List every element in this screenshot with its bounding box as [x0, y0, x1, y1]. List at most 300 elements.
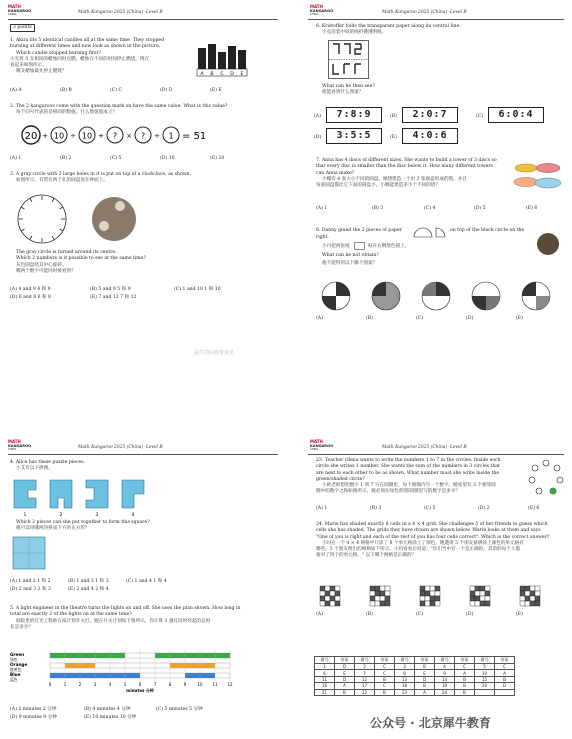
- q5-option-b[interactable]: (B) 4 minutes 4 分钟: [84, 707, 131, 712]
- q24-grid-cell: [385, 591, 390, 596]
- q6-cn: 小克沿着中间的线折叠透明纸。: [322, 30, 387, 36]
- q8-circle-a: [322, 282, 350, 310]
- chain-10a: 10: [53, 131, 65, 141]
- question-23: [316, 458, 526, 496]
- q1-option-a[interactable]: (A) A: [10, 88, 22, 93]
- q8-option-a[interactable]: (A): [316, 316, 323, 321]
- answer-cell: C: [375, 683, 395, 689]
- q7-option-b[interactable]: (B) 3: [372, 206, 384, 211]
- answer-cell: 13: [395, 676, 415, 682]
- q8-en-3: right.: [316, 235, 329, 240]
- q24-grid-cell: [325, 586, 330, 591]
- answer-cell: B: [455, 683, 475, 689]
- q24-option-b[interactable]: (B): [366, 612, 373, 617]
- q4-cn: 小艾有以下拼图。: [16, 466, 53, 472]
- answer-cell: 15: [475, 676, 495, 682]
- q24-grid-cell: [520, 591, 525, 596]
- q5-option-d[interactable]: (D) 9 minutes 9 分钟: [10, 715, 57, 720]
- q7-option-a[interactable]: (A) 1: [316, 206, 328, 211]
- q24-grid-cell: [435, 586, 440, 591]
- q3-cn-3: 哪两个数字可能同时被看到？: [16, 268, 76, 274]
- header-rule: [308, 454, 564, 455]
- answer-header-cell: 题号: [475, 657, 495, 664]
- q24-grid-cell: [420, 596, 425, 601]
- answer-cell: B: [335, 689, 355, 695]
- lights-tick-label: 5: [123, 682, 127, 687]
- q24-grid-cell: [525, 601, 530, 606]
- q4-option-c[interactable]: (C) 1 and 4 1 和 4: [126, 579, 167, 584]
- answer-cell: B: [415, 683, 435, 689]
- q24-grid-cell: [385, 586, 390, 591]
- candle-c: [218, 52, 226, 70]
- transparent-paper-figure: [328, 40, 370, 80]
- q24-grid-cell: [470, 591, 475, 596]
- watermark-big: 公众号 · 北京犀牛教育: [370, 716, 491, 730]
- q24-grid-cell: [535, 586, 540, 591]
- page-top-right: [286, 0, 572, 370]
- q23-option-a[interactable]: (A) 1: [316, 506, 328, 511]
- q3-en-3: Which 2 numbers is it possible to see at the same time?: [16, 256, 146, 262]
- piece-1: [14, 480, 36, 508]
- lights-tick-label: 7: [153, 682, 157, 687]
- q8-en-1: 8. Danny glued the 2 pieces of paper: [316, 228, 402, 233]
- q23-en-3: are next to each other to be as shown. What number must she write inside the: [316, 470, 500, 476]
- q23-option-e[interactable]: (E) 6: [528, 506, 540, 511]
- chain-result: = 51: [182, 131, 207, 142]
- answer-cell: [495, 689, 515, 695]
- answer-cell: 16: [315, 683, 335, 689]
- lights-tick-label: 0: [48, 682, 52, 687]
- q24-grid-cell: [380, 591, 385, 596]
- q7-en-1: 7. Anna has 4 discs of different sizes. She wants to build a tower of 3 discs so: [316, 158, 497, 163]
- answer-cell: 3: [395, 664, 415, 670]
- q23-option-b[interactable]: (B) 3: [370, 506, 382, 511]
- answer-cell: 2: [355, 664, 375, 670]
- q24-grid-cell: [375, 596, 380, 601]
- lights-on-segment: [50, 653, 125, 658]
- q7-option-c[interactable]: (C) 4: [424, 206, 436, 211]
- answer-cell: D: [415, 676, 435, 682]
- question-7: [316, 158, 516, 189]
- q24-grid-cell: [475, 596, 480, 601]
- q24-grid-cell: [470, 596, 475, 601]
- answer-cell: B: [375, 689, 395, 695]
- lights-on-segment: [155, 653, 230, 658]
- q24-grid-cell: [430, 586, 435, 591]
- answer-cell: 20: [475, 683, 495, 689]
- q23-en-2: circle she writes 1 number. She wants the sum of the numbers in 3 circles that: [316, 464, 500, 470]
- q24-grid-cell: [480, 591, 485, 596]
- disc-hole-1: [115, 201, 125, 211]
- black-circle-figure: [536, 232, 560, 256]
- q24-grid: [420, 586, 440, 606]
- q24-grid-cell: [425, 591, 430, 596]
- lights-tick-label: 10: [197, 682, 203, 687]
- q24-grid-cell: [530, 596, 535, 601]
- q6-option-b[interactable]: (B): [390, 114, 397, 119]
- q24-cn-2: 哪些。5 个朋友给出的网格如下所示。小玛看看后说道："你们当中有一个是正确的，其余的每个人都: [316, 547, 521, 553]
- q24-grid-cell: [380, 601, 385, 606]
- candle-label-b: B: [210, 72, 214, 77]
- q24-cn-3: 猜对了四个的单元格。" 以下哪个网格是正确的？: [316, 553, 417, 559]
- q6-display-d: 3:5:5: [326, 128, 382, 144]
- q2-en: 2. The 2 kangaroos come with the question mark on have the same value. What is this value?: [10, 104, 228, 109]
- question-3-intro: [10, 172, 280, 185]
- q8-en-2: on top of the black circle on the: [450, 228, 525, 233]
- op-2: ÷: [70, 132, 76, 140]
- answer-cell: E: [415, 670, 435, 676]
- q24-grid-cell: [425, 596, 430, 601]
- answer-cell: B: [415, 664, 435, 670]
- q7-cn-1: 小娜有 4 张大小不同的圆盘。她想建造一个由 3 张圆盘组成的塔，并且: [322, 176, 467, 182]
- header-rule: [308, 19, 564, 20]
- q8-options-figure: [314, 280, 564, 320]
- q24-grid-cell: [535, 601, 540, 606]
- piece-3: [86, 480, 108, 508]
- q24-option-e[interactable]: (E): [516, 612, 523, 617]
- q1-option-d[interactable]: (D) D: [160, 88, 173, 93]
- piece-2: [50, 480, 72, 508]
- candle-label-c: C: [220, 72, 224, 77]
- q24-grid-cell: [330, 601, 335, 606]
- candle-label-a: A: [200, 72, 204, 77]
- q7-option-d[interactable]: (D) 5: [474, 206, 486, 211]
- q4-option-d[interactable]: (D) 2 and 3 2 和 3: [10, 587, 51, 592]
- answer-cell: E: [335, 670, 355, 676]
- lights-row-label-cn: 蓝色: [10, 677, 18, 682]
- q3-cn-1: 如图所示，有带有两个孔的圆盘放在钟面上。: [16, 178, 108, 184]
- kangaroo-logo: MATH KANGAROO CHINA: [8, 439, 32, 451]
- answer-cell: 5: [475, 664, 495, 670]
- target-square-figure: [12, 536, 48, 572]
- answer-cell: 17: [355, 683, 375, 689]
- q24-cn-1: 小玛在一个 4 × 4 网格中只涂了 8 个单元格涂上了颜色。她邀请 5 个朋友猜测涂上颜色的单元格有: [322, 540, 524, 546]
- q24-grid-cell: [385, 601, 390, 606]
- q24-grid-cell: [525, 591, 530, 596]
- q5-en-1: 5. A light engineer in the theatre turns the lights on and off. She uses the plan shown. How long in: [10, 606, 241, 611]
- q4-option-a[interactable]: (A) 1 and 2 1 和 2: [10, 579, 51, 584]
- q24-grid-cell: [375, 591, 380, 596]
- answer-cell: 6: [315, 670, 335, 676]
- answer-header-cell: 答案: [335, 657, 355, 664]
- lights-tick-label: 12: [227, 682, 233, 687]
- q6-q-cn: 他能看到什么图案？: [322, 90, 364, 96]
- q1-option-b[interactable]: (B) B: [60, 88, 72, 93]
- q7-en-2: that every disc is smaller than the disc below it. How many different towers: [316, 164, 493, 170]
- q8-q-cn: 他不能得到以下哪个图案？: [322, 261, 378, 266]
- q6-display-c: 6:0:4: [488, 107, 544, 123]
- page-bottom-left: [0, 370, 286, 739]
- q1-en-3: Which candle stopped burning first?: [16, 50, 101, 56]
- q1-option-e[interactable]: (E) E: [210, 88, 222, 93]
- q3-en-1: 3. A gray circle with 2 large holes in it is put on top of a clock-face, as shown.: [10, 172, 192, 177]
- q24-grid-cell: [420, 591, 425, 596]
- lights-tick-label: 11: [212, 682, 218, 687]
- page-bottom-right: [286, 370, 572, 739]
- q3-option-d[interactable]: (D) 6 and 8 6 和 8: [10, 295, 51, 300]
- q3-option-e[interactable]: (E) 7 and 12 7 和 12: [90, 295, 137, 300]
- lights-row-label: Green: [10, 652, 25, 657]
- candles-figure: [196, 40, 248, 76]
- q6-option-e[interactable]: (E): [390, 135, 397, 140]
- q2-option-d[interactable]: (D) 10: [160, 156, 175, 161]
- q24-grid-cell: [480, 596, 485, 601]
- q3-option-b[interactable]: (B) 5 and 9 5 和 9: [90, 287, 131, 292]
- answer-header-cell: 答案: [415, 657, 435, 664]
- answer-cell: A: [495, 670, 515, 676]
- q24-grid: [370, 586, 390, 606]
- chain-q2: ?: [140, 131, 146, 141]
- q4-option-b[interactable]: (B) 1 and 3 1 和 3: [68, 579, 109, 584]
- answer-cell: [475, 689, 495, 695]
- q24-grid-cell: [375, 586, 380, 591]
- candle-b: [208, 44, 216, 70]
- q24-grid-cell: [370, 586, 375, 591]
- q24-grid-cell: [330, 596, 335, 601]
- question-2: [10, 104, 280, 117]
- q24-grid-cell: [485, 591, 490, 596]
- q6-display-b: 2:0:7: [402, 107, 458, 123]
- q23-en-4: green/shaded circle?: [316, 476, 365, 482]
- q8-option-c[interactable]: (C): [416, 316, 424, 321]
- q8-cn-2: 贴在右侧黑色圆上。: [368, 244, 410, 249]
- q8-circle-b: [372, 282, 400, 310]
- lights-row-label-cn: 橙黄色: [10, 667, 22, 672]
- lights-row-label: Orange: [10, 662, 28, 667]
- q1-option-c[interactable]: (C) C: [110, 88, 123, 93]
- q5-option-e[interactable]: (E) 10 minutes 10 分钟: [84, 715, 137, 720]
- q24-grid-cell: [530, 601, 535, 606]
- lights-on-segment: [170, 663, 215, 668]
- q24-grid-cell: [520, 596, 525, 601]
- q6-display-a: 7:8:9: [326, 107, 382, 123]
- q24-option-d[interactable]: (D): [466, 612, 474, 617]
- question-24: [316, 522, 568, 560]
- answer-cell: B: [455, 689, 475, 695]
- header-rule: [8, 19, 278, 20]
- q24-grid-cell: [480, 601, 485, 606]
- lights-schedule-chart: [8, 648, 248, 694]
- answer-cell: C: [375, 670, 395, 676]
- q8-q-en: What can he not obtain?: [322, 253, 379, 258]
- lights-tick-label: 9: [183, 682, 187, 687]
- q24-grid-cell: [420, 586, 425, 591]
- q24-grid-cell: [535, 591, 540, 596]
- question-4: [10, 460, 210, 473]
- q8-circle-d: [472, 282, 500, 310]
- q6-en: 6. Kristoffer folds the transparent paper along its central line.: [316, 24, 461, 29]
- q24-grid-cell: [470, 601, 475, 606]
- q24-grid: [520, 586, 540, 606]
- q24-option-a[interactable]: (A): [316, 612, 323, 617]
- answer-cell: B: [495, 676, 515, 682]
- q24-grid-cell: [470, 586, 475, 591]
- piece-label-4: 4: [131, 513, 135, 518]
- lights-axis-label: minutes 分钟: [126, 688, 154, 693]
- q2-option-c[interactable]: (C) 5: [110, 156, 122, 161]
- answer-key-table: [314, 656, 515, 696]
- page-header: Math Kangaroo 2025 (China) -Level B: [78, 10, 163, 15]
- q24-grid-cell: [385, 596, 390, 601]
- q2-chain-figure: [20, 124, 220, 146]
- q24-grid-cell: [435, 591, 440, 596]
- q23-option-d[interactable]: (D) 2: [478, 506, 490, 511]
- op-5: ÷: [154, 132, 160, 140]
- green-circle: [550, 488, 556, 494]
- q24-grid-cell: [420, 601, 425, 606]
- q5-option-a[interactable]: (A) 2 minutes 2 分钟: [10, 707, 57, 712]
- q6-option-d[interactable]: (D): [314, 135, 322, 140]
- q6-q-en: What can he then see?: [322, 84, 375, 89]
- candle-label-e: E: [240, 72, 244, 77]
- q24-grid-cell: [485, 596, 490, 601]
- q3-option-a[interactable]: (A) 4 and 9 4 和 9: [10, 287, 51, 292]
- answer-header-cell: 题号: [355, 657, 375, 664]
- chain-1: 1: [168, 131, 174, 141]
- candle-e: [238, 50, 246, 70]
- q24-grid-cell: [480, 586, 485, 591]
- lights-row-label-cn: 绿色: [10, 657, 18, 662]
- q24-grid-cell: [425, 601, 430, 606]
- q2-option-a[interactable]: (A) 1: [10, 156, 22, 161]
- kangaroo-logo: MATH KANGAROO CHINA: [310, 439, 334, 451]
- answer-cell: D: [335, 676, 355, 682]
- q5-cn-2: 长是多少？: [10, 624, 33, 630]
- q1-cn-2: 看起来如图所示。: [10, 63, 47, 69]
- answer-cell: 18: [395, 683, 415, 689]
- piece-label-1: 1: [23, 513, 27, 518]
- kangaroo-logo: MATH KANGAROO CHINA: [8, 4, 32, 16]
- q24-grid-cell: [435, 601, 440, 606]
- q24-grid-cell: [485, 586, 490, 591]
- q24-grid: [320, 586, 340, 606]
- question-1: [10, 38, 190, 76]
- answer-row: [315, 689, 515, 695]
- q1-cn-3: 哪支蜡烛最先停止燃烧？: [16, 69, 67, 75]
- answer-cell: 10: [475, 670, 495, 676]
- q24-grid-cell: [520, 601, 525, 606]
- piece-4: [122, 480, 144, 508]
- candle-label-d: D: [230, 72, 234, 77]
- q6-question: [316, 84, 516, 97]
- q7-option-e[interactable]: (E) 6: [526, 206, 538, 211]
- answer-cell: 21: [315, 689, 335, 695]
- q23-cn-2: 圈中的数字之和如图所示。她必须在绿色/阴影圆圈里写的数字是多少？: [316, 489, 460, 495]
- discs-figure: [512, 160, 564, 194]
- q24-en-3: "One of you is right and each of the rest of you has four cells correct". Which is the correct answer?: [316, 534, 550, 540]
- q8-cn-1: 小丹把两张纸: [322, 244, 350, 249]
- answer-cell: 8: [395, 670, 415, 676]
- op-4: ×: [126, 132, 132, 140]
- op-1: +: [42, 132, 48, 140]
- op-3: +: [98, 132, 104, 140]
- q24-grid-cell: [375, 601, 380, 606]
- q24-grid-cell: [430, 601, 435, 606]
- lights-tick-label: 4: [108, 682, 112, 687]
- q4-q-en: Which 2 pieces can she put together to form this square?: [16, 520, 150, 525]
- q24-grid-cell: [335, 601, 340, 606]
- q24-grid-cell: [335, 591, 340, 596]
- q8-option-e[interactable]: (E): [516, 316, 523, 321]
- q4-question: [10, 520, 270, 533]
- page-header: Math Kangaroo 2025 (China) -Level B: [78, 445, 163, 450]
- answer-header-cell: 题号: [395, 657, 415, 664]
- page-top-left: [0, 0, 286, 370]
- q24-grid-cell: [325, 601, 330, 606]
- answer-cell: B: [375, 676, 395, 682]
- q2-option-e[interactable]: (E) 20: [210, 156, 225, 161]
- disc-hole-2: [99, 221, 109, 231]
- q24-grid: [470, 586, 490, 606]
- q24-grid-cell: [530, 591, 535, 596]
- q24-grids-figure: [318, 584, 558, 610]
- q23-en-1: 23. Teacher Olena wants to write the numbers 1 to 7 in the circles. Inside each: [316, 458, 501, 463]
- seven-circles-figure: [526, 458, 566, 498]
- q24-grid-cell: [485, 601, 490, 606]
- answer-cell: 19: [435, 683, 455, 689]
- lights-row-label: Blue: [10, 672, 21, 677]
- q23-option-c[interactable]: (C) 5: [424, 506, 436, 511]
- q6-option-c[interactable]: (C): [476, 114, 484, 119]
- q8-option-b[interactable]: (B): [366, 316, 373, 321]
- q8-circle-c: [422, 282, 450, 310]
- q24-grid-cell: [380, 586, 385, 591]
- q24-grid-cell: [435, 596, 440, 601]
- q24-grid-cell: [325, 591, 330, 596]
- q4-q-cn: 她可以用哪两块拼成下方的正方形？: [16, 526, 90, 532]
- q8-circle-e: [522, 282, 550, 310]
- question-6: [316, 24, 566, 37]
- q6-option-a[interactable]: (A): [314, 114, 321, 119]
- q2-option-b[interactable]: (B) 2: [60, 156, 72, 161]
- points-badge: 3 points: [10, 24, 35, 32]
- q7-cn-2: 每张圆盘都比它下面的圆盘小。小娜能建造多少个不同的塔？: [316, 183, 441, 189]
- chain-q1: ?: [112, 131, 118, 141]
- q5-cn-1: 剧院里的灯光工程师在按计划开关灯。她在开关计划如下图所示。你计算 2 盏灯同时亮起的总时: [16, 618, 211, 624]
- q24-grid-cell: [530, 586, 535, 591]
- q3-en-2: The gray circle is turned around its centre.: [16, 250, 117, 255]
- q8-option-d[interactable]: (D): [466, 316, 474, 321]
- q24-grid-cell: [520, 586, 525, 591]
- q4-option-e[interactable]: (E) 2 and 4 2 和 4: [68, 587, 109, 592]
- lights-tick-label: 2: [78, 682, 82, 687]
- q24-grid-cell: [370, 601, 375, 606]
- q5-option-c[interactable]: (C) 5 minutes 5 分钟: [156, 707, 203, 712]
- answer-cell: B: [455, 676, 475, 682]
- gray-disc: [92, 197, 136, 241]
- q24-grid-cell: [475, 601, 480, 606]
- answer-header-row: [315, 657, 515, 664]
- q24-grid-cell: [475, 591, 480, 596]
- puzzle-pieces-figure: [12, 474, 152, 518]
- candle-d: [228, 46, 236, 70]
- q24-en-1: 24. Marie has shaded exactly 8 cells in a 4 × 4 grid. She challenges 5 of her friends to guess which: [316, 522, 548, 527]
- q24-grid-cell: [320, 591, 325, 596]
- kangaroo-logo: MATH KANGAROO CHINA: [310, 4, 334, 16]
- question-3-body: [10, 250, 280, 275]
- q24-grid-cell: [320, 586, 325, 591]
- q24-grid-cell: [330, 591, 335, 596]
- watermark-small: 晶牛国际教育资讯: [194, 350, 235, 356]
- answer-header-cell: 答案: [375, 657, 395, 664]
- q24-option-c[interactable]: (C): [416, 612, 424, 617]
- header-rule: [8, 454, 278, 455]
- answer-cell: 1: [315, 664, 335, 670]
- q2-cn: 每个问号代表的是相同的数值。什么数值能成立？: [16, 110, 118, 116]
- piece-label-2: 2: [59, 513, 63, 518]
- q24-grid-cell: [475, 586, 480, 591]
- q3-option-c[interactable]: (C) 1 and 10 1 和 10: [174, 287, 221, 292]
